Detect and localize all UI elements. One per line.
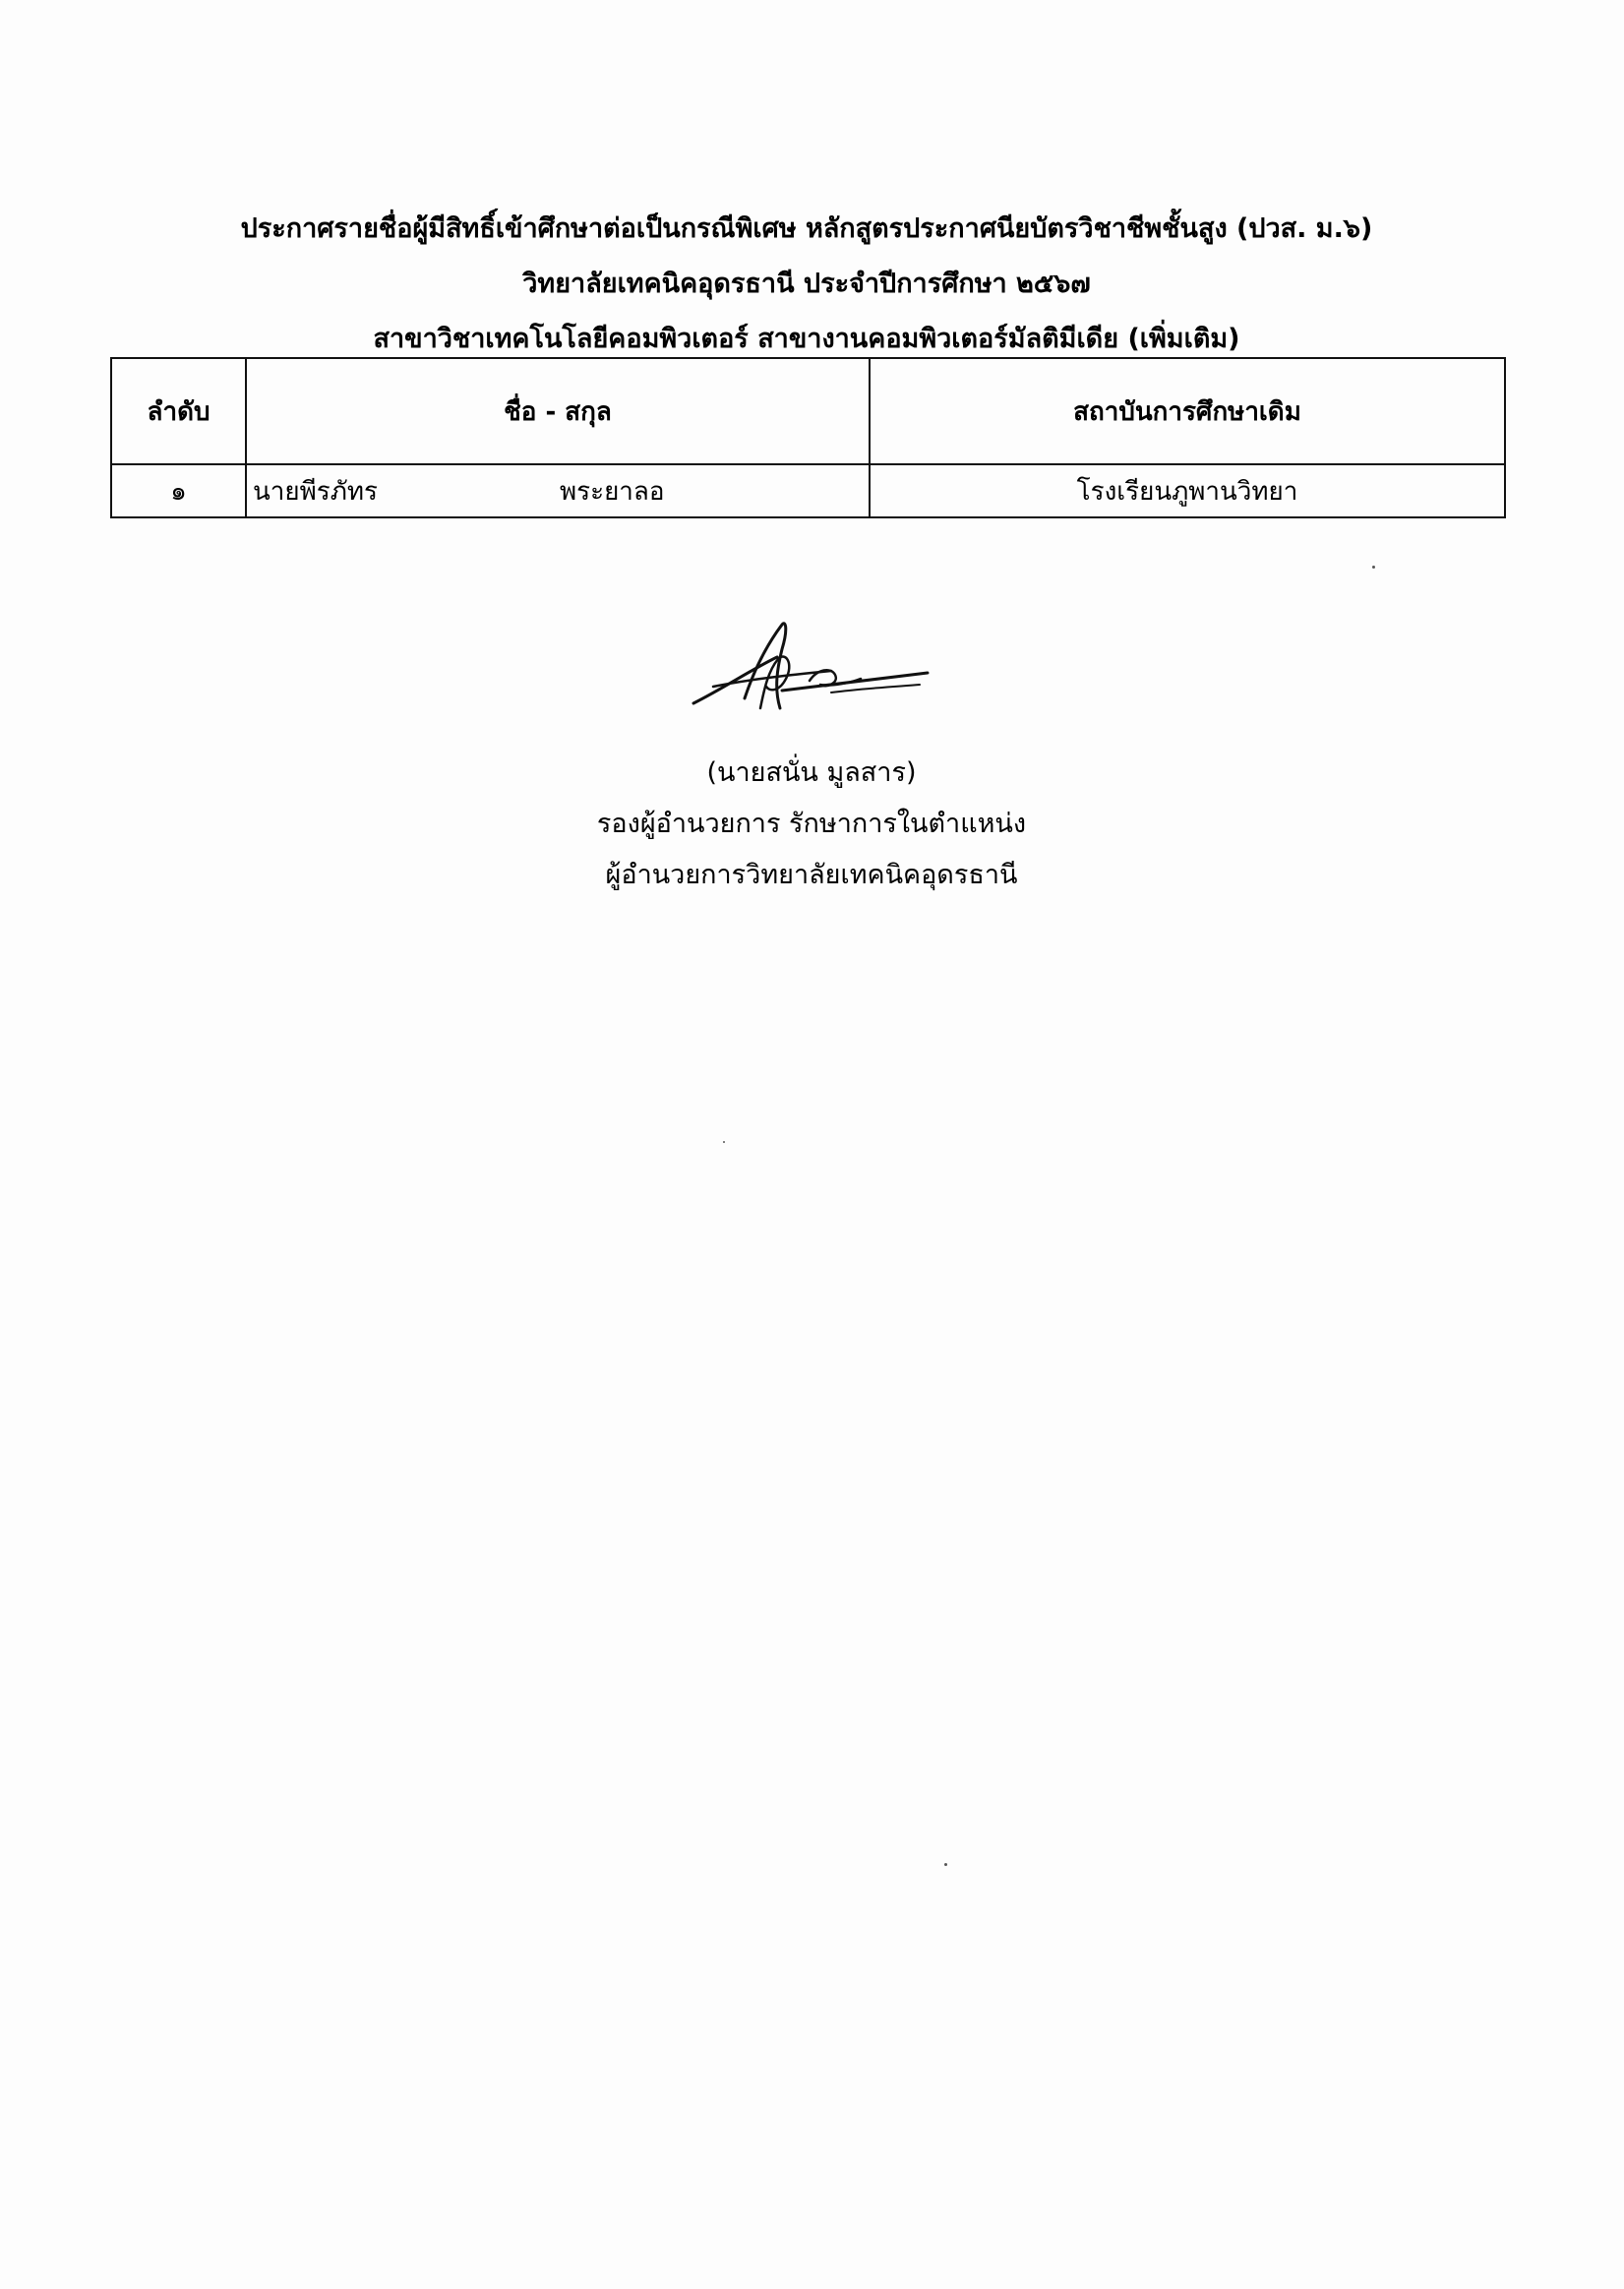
scan-speck: [723, 1141, 725, 1143]
row-name-cell: [246, 464, 870, 517]
table-header-row: [111, 358, 1505, 464]
header-title-line: ประกาศรายชื่อผู้มีสิทธิ์เข้าศึกษาต่อเป็นกรณีพิเศษ หลักสูตรประกาศนียบัตรวิชาชีพชั้นสูง (ปวส. ม.๖): [240, 213, 1373, 244]
header-program-line: สาขาวิชาเทคโนโลยีคอมพิวเตอร์ สาขางานคอมพิวเตอร์มัลติมีเดีย (เพิ่มเติม): [373, 324, 1240, 354]
signature-block: [467, 610, 1156, 901]
signatory-position-acting: รองผู้อำนวยการ รักษาการในตำแหน่ง: [596, 809, 1027, 839]
row-last-name: พระยาลอ: [560, 476, 665, 507]
student-roster-table: [110, 357, 1506, 518]
column-header-seq: ลำดับ: [111, 358, 246, 464]
scan-speck: [1372, 566, 1375, 569]
announcement-header: [110, 202, 1503, 367]
header-college-line: วิทยาลัยเทคนิคอุดรธานี ประจำปีการศึกษา ๒๕๖๗: [522, 269, 1091, 299]
column-header-institution: สถาบันการศึกษาเดิม: [870, 358, 1505, 464]
signatory-position-director: ผู้อำนวยการวิทยาลัยเทคนิคอุดรธานี: [605, 860, 1018, 890]
row-institution-cell: โรงเรียนภูพานวิทยา: [870, 464, 1505, 517]
signatory-name: (นายสนั่น มูลสาร): [706, 757, 917, 788]
column-header-name: ชื่อ - สกุล: [246, 358, 870, 464]
row-seq-cell: ๑: [111, 464, 246, 517]
table-row: [111, 464, 1505, 517]
handwritten-signature: [684, 610, 939, 728]
scan-speck: [944, 1863, 947, 1866]
row-first-name: นายพีรภัทร: [253, 476, 378, 507]
